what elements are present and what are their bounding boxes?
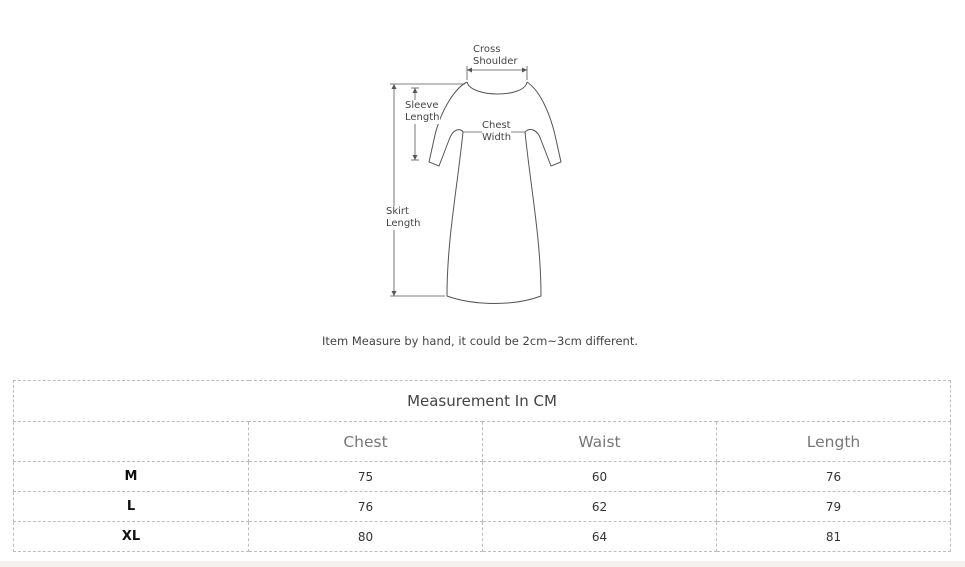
sleeve-length-label-line1: Sleeve	[405, 100, 439, 111]
waist-cell: 64	[483, 522, 717, 552]
length-cell: 81	[717, 522, 951, 552]
table-row	[14, 462, 951, 492]
table-title-row	[14, 381, 951, 422]
size-cell: L	[14, 492, 249, 522]
chest-cell: 75	[249, 462, 483, 492]
dress-outline-illustration	[375, 40, 575, 310]
header-length: Length	[717, 422, 951, 462]
cross-shoulder-label-line1: Cross	[473, 44, 501, 55]
header-waist: Waist	[483, 422, 717, 462]
sleeve-length-label-line2: Length	[405, 112, 440, 123]
header-size	[14, 422, 249, 462]
size-chart-table	[13, 380, 951, 552]
length-cell: 76	[717, 462, 951, 492]
header-chest: Chest	[249, 422, 483, 462]
measurement-note: Item Measure by hand, it could be 2cm~3cm different.	[321, 334, 639, 348]
bottom-strip	[0, 561, 965, 567]
table-title: Measurement In CM	[14, 381, 951, 422]
cross-shoulder-label-line2: Shoulder	[473, 56, 518, 67]
chest-cell: 80	[249, 522, 483, 552]
size-cell: XL	[14, 522, 249, 552]
chest-cell: 76	[249, 492, 483, 522]
size-cell: M	[14, 462, 249, 492]
chest-width-label-line1: Chest	[482, 120, 511, 131]
skirt-length-label-line1: Skirt	[386, 206, 409, 217]
table-row	[14, 492, 951, 522]
table-row	[14, 522, 951, 552]
skirt-length-label-line2: Length	[386, 218, 421, 229]
dress-measurement-diagram	[375, 40, 575, 310]
length-cell: 79	[717, 492, 951, 522]
size-chart	[13, 380, 950, 552]
table-header-row	[14, 422, 951, 462]
chest-width-label-line2: Width	[482, 132, 512, 143]
waist-cell: 62	[483, 492, 717, 522]
waist-cell: 60	[483, 462, 717, 492]
